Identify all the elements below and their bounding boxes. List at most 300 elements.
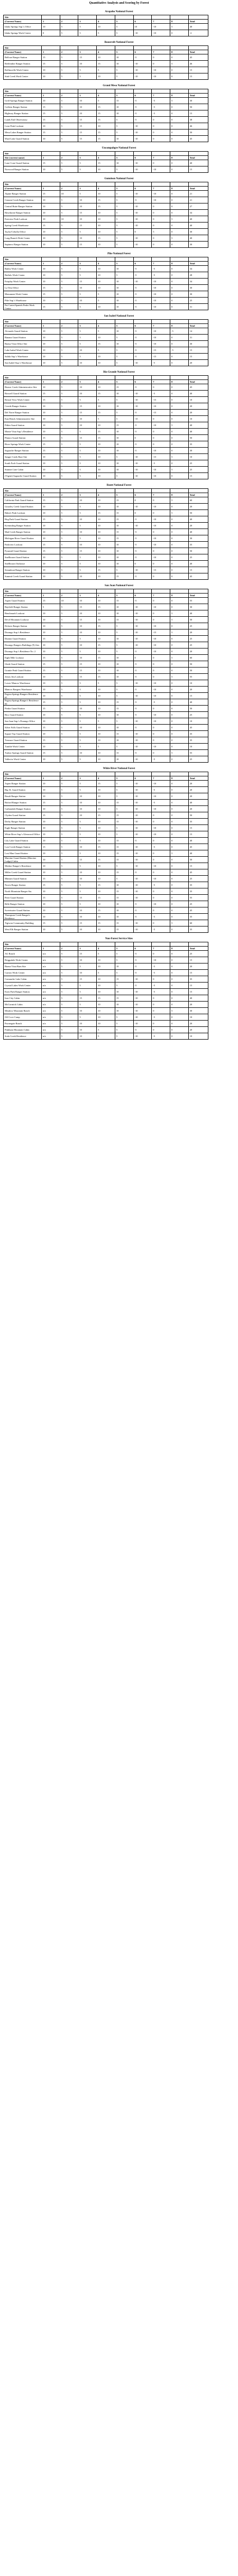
score-cell: 10 (115, 523, 133, 529)
score-cell: 10 (97, 963, 115, 970)
score-cell: 0 (152, 573, 170, 580)
table-row (4, 812, 208, 819)
total-cell: 10 (188, 416, 208, 422)
score-cell: 10 (97, 1008, 115, 1014)
score-cell: 10 (41, 781, 60, 787)
score-cell: 15 (78, 136, 97, 142)
empty-header-cell (97, 489, 115, 493)
score-cell: 5 (170, 750, 188, 756)
criterion-header: 2 (60, 493, 78, 497)
current-name-header: (Current Name) (4, 94, 42, 98)
total-cell: 20 (188, 1027, 208, 1033)
criterion-header: 5 (115, 776, 133, 781)
total-cell: 15 (188, 347, 208, 354)
score-cell: 10 (41, 819, 60, 825)
score-cell: 5 (115, 718, 133, 725)
score-cell: 15 (41, 223, 60, 229)
score-cell: 10 (41, 674, 60, 680)
score-cell: 0 (170, 554, 188, 561)
score-cell: 5 (115, 1021, 133, 1027)
total-cell: 14 (188, 328, 208, 335)
score-cell: 5 (60, 391, 78, 397)
table-row (4, 272, 208, 279)
score-cell: n/a (41, 1014, 60, 1021)
score-cell: 0 (170, 460, 188, 467)
table-row (4, 926, 208, 933)
score-cell: 15 (115, 706, 133, 712)
table-row (4, 951, 208, 957)
score-cell: -5 (133, 957, 152, 963)
table-row (4, 24, 208, 30)
score-cell: 10 (97, 216, 115, 223)
table-row (4, 291, 208, 298)
score-cell: 5 (60, 298, 78, 304)
score-cell: 15 (115, 497, 133, 504)
total-cell: 40 (188, 223, 208, 229)
score-cell: 5 (97, 67, 115, 73)
forest-sections (0, 9, 238, 1040)
score-cell: 10 (97, 806, 115, 812)
score-cell: 10 (97, 725, 115, 731)
score-cell: 15 (78, 668, 97, 674)
total-cell: 40 (188, 429, 208, 435)
total-cell: 15 (188, 693, 208, 699)
total-cell: 45 (188, 384, 208, 391)
score-cell: 15 (41, 800, 60, 806)
criterion-header: 7 (152, 187, 170, 191)
score-cell: 5 (115, 567, 133, 573)
score-cell: 5 (78, 30, 97, 36)
score-cell: 15 (115, 617, 133, 623)
score-cell: 0 (170, 970, 188, 976)
score-cell: 5 (60, 1027, 78, 1033)
total-cell: 40 (188, 529, 208, 535)
score-cell: 10 (41, 460, 60, 467)
score-cell: -10 (133, 1008, 152, 1014)
score-cell: -5 (133, 661, 152, 668)
empty-header-cell (97, 152, 115, 156)
score-cell: 15 (41, 54, 60, 61)
table-row (4, 642, 208, 648)
table-row (4, 623, 208, 629)
score-cell: 15 (115, 838, 133, 844)
score-cell: 5 (78, 523, 97, 529)
score-cell: 5 (78, 535, 97, 542)
total-cell: 55 (188, 750, 208, 756)
score-cell: 10 (41, 347, 60, 354)
site-header-row (4, 152, 208, 156)
criterion-header: 6 (133, 493, 152, 497)
score-cell: 0 (133, 510, 152, 516)
score-cell: 10 (41, 279, 60, 285)
score-cell: 15 (115, 850, 133, 857)
score-cell: 15 (78, 604, 97, 610)
score-cell: 5 (170, 98, 188, 104)
score-cell: 5 (78, 863, 97, 869)
table-row (4, 869, 208, 876)
score-cell: 10 (97, 523, 115, 529)
empty-header-cell (170, 376, 188, 380)
score-cell: 0 (170, 806, 188, 812)
site-name-cell: Lost Man Guard Station (4, 850, 42, 857)
score-cell: 15 (78, 54, 97, 61)
score-cell: 5 (60, 661, 78, 668)
score-cell: -5 (170, 328, 188, 335)
score-cell: -10 (152, 863, 170, 869)
score-cell: 0 (170, 680, 188, 687)
score-cell: 0 (152, 888, 170, 895)
score-cell: 5 (60, 160, 78, 166)
site-name-cell: Saguache Ranger Station (4, 448, 42, 454)
score-cell: 0 (152, 441, 170, 448)
table-row (4, 1033, 208, 1040)
criterion-header: 7 (152, 94, 170, 98)
empty-header-cell (78, 376, 97, 380)
table-row (4, 354, 208, 360)
scoring-table (3, 488, 208, 580)
score-cell: 10 (97, 636, 115, 642)
score-cell: 10 (78, 298, 97, 304)
score-cell: 5 (78, 963, 97, 970)
table-row (4, 403, 208, 410)
score-cell: 10 (115, 610, 133, 617)
table-row (4, 266, 208, 272)
score-cell: 15 (115, 995, 133, 1002)
score-cell: 5 (60, 970, 78, 976)
site-name-cell: Summit Creek Guard Station (4, 573, 42, 580)
score-cell: -10 (133, 523, 152, 529)
score-cell: 15 (41, 441, 60, 448)
score-cell: 5 (60, 819, 78, 825)
table-row (4, 554, 208, 561)
total-cell: 40 (188, 800, 208, 806)
criterion-header: 3 (78, 156, 97, 160)
score-cell: -5 (133, 448, 152, 454)
empty-header-cell (60, 772, 78, 776)
total-cell: 25 (188, 712, 208, 718)
score-cell: 15 (97, 341, 115, 347)
score-cell: 15 (41, 598, 60, 604)
score-cell: 10 (41, 360, 60, 366)
table-row (4, 598, 208, 604)
empty-header-cell (152, 376, 170, 380)
score-cell: 0 (152, 976, 170, 983)
score-cell: 5 (78, 473, 97, 479)
score-cell: 10 (41, 926, 60, 933)
table-row (4, 561, 208, 567)
score-cell: 15 (41, 812, 60, 819)
table-row (4, 989, 208, 995)
score-cell: -10 (152, 467, 170, 473)
table-row (4, 123, 208, 129)
score-cell: 5 (78, 831, 97, 838)
empty-header-cell (60, 182, 78, 187)
score-cell: 10 (41, 123, 60, 129)
score-cell: 5 (60, 617, 78, 623)
site-name-cell: Monument Work Center (4, 291, 42, 298)
score-cell: 5 (115, 129, 133, 136)
total-header: Total (188, 187, 208, 191)
score-cell: -10 (133, 210, 152, 216)
score-cell: 10 (41, 341, 60, 347)
score-cell: 10 (41, 24, 60, 30)
score-cell: 5 (60, 623, 78, 629)
site-name-cell: Briggsdale Work Center (4, 957, 42, 963)
score-cell: -10 (133, 216, 152, 223)
score-cell: 5 (78, 24, 97, 30)
criterion-header: 1 (41, 380, 60, 384)
score-cell: 15 (115, 888, 133, 895)
score-cell: 5 (115, 223, 133, 229)
empty-header-cell (115, 489, 133, 493)
score-cell: 15 (115, 976, 133, 983)
score-cell: 15 (97, 895, 115, 901)
score-cell: 10 (97, 54, 115, 61)
score-cell: 10 (115, 712, 133, 718)
score-cell: 10 (115, 661, 133, 668)
table-row (4, 648, 208, 655)
site-header-row (4, 257, 208, 262)
score-cell: 0 (170, 473, 188, 479)
score-cell: 0 (170, 989, 188, 995)
score-cell: 0 (170, 561, 188, 567)
score-cell: 5 (170, 920, 188, 926)
table-row (4, 800, 208, 806)
score-cell: -10 (133, 235, 152, 242)
score-cell: -10 (133, 844, 152, 850)
empty-header-cell (41, 772, 60, 776)
score-cell: -5 (152, 272, 170, 279)
total-cell: 15 (188, 970, 208, 976)
score-cell: 10 (78, 1021, 97, 1027)
score-cell: n/a (41, 995, 60, 1002)
score-cell: -10 (133, 242, 152, 248)
score-cell: 0 (152, 661, 170, 668)
score-cell: -10 (133, 825, 152, 831)
score-cell: -5 (133, 117, 152, 123)
score-cell: 10 (97, 756, 115, 763)
score-cell: 5 (60, 680, 78, 687)
table-row (4, 970, 208, 976)
site-name-cell: Minturn Guard Station (4, 876, 42, 882)
empty-header-cell (188, 589, 208, 594)
total-cell: 15 (188, 67, 208, 73)
total-cell: 15 (188, 831, 208, 838)
score-cell: -5 (133, 1027, 152, 1033)
table-row (4, 793, 208, 800)
score-cell: 0 (152, 674, 170, 680)
score-cell: -10 (133, 467, 152, 473)
score-cell: -10 (133, 67, 152, 73)
score-cell: -15 (152, 410, 170, 416)
table-row (4, 216, 208, 223)
site-name-cell: Fairview Peak Lookout (4, 216, 42, 223)
table-row (4, 573, 208, 580)
score-cell: 0 (170, 598, 188, 604)
score-cell: 10 (41, 907, 60, 914)
score-cell: 10 (78, 416, 97, 422)
table-row (4, 895, 208, 901)
site-name-cell: Platoro Guard Station (4, 435, 42, 441)
total-cell: 20 (188, 648, 208, 655)
score-cell: 0 (170, 341, 188, 347)
score-cell: 0 (170, 403, 188, 410)
score-cell: -5 (133, 298, 152, 304)
score-cell: -10 (133, 693, 152, 699)
empty-header-cell (97, 942, 115, 947)
site-name-cell: Derby Ranger Station (4, 819, 42, 825)
score-cell: -5 (152, 756, 170, 763)
score-cell: 15 (78, 129, 97, 136)
score-cell: 5 (97, 30, 115, 36)
table-row (4, 61, 208, 67)
total-cell: 40 (188, 216, 208, 223)
total-cell: 46 (188, 61, 208, 67)
score-cell: 15 (41, 61, 60, 67)
score-cell: 10 (41, 535, 60, 542)
score-cell: 5 (60, 668, 78, 674)
total-cell: 20 (188, 403, 208, 410)
empty-header-cell (115, 15, 133, 20)
total-cell: 21 (188, 191, 208, 197)
total-cell: 50 (188, 104, 208, 110)
table-row (4, 706, 208, 712)
site-header-row (4, 320, 208, 324)
score-cell: -5 (133, 516, 152, 523)
score-cell: 0 (170, 914, 188, 920)
score-cell: 5 (115, 235, 133, 242)
score-cell: -15 (133, 416, 152, 422)
score-cell: 0 (152, 668, 170, 674)
score-cell: 0 (170, 229, 188, 235)
score-cell: 15 (41, 655, 60, 661)
score-cell: 0 (152, 548, 170, 554)
score-cell: 10 (41, 731, 60, 737)
score-cell: 10 (115, 604, 133, 610)
score-cell: -10 (133, 397, 152, 403)
score-cell: -10 (152, 422, 170, 429)
criterion-header: 3 (78, 324, 97, 328)
score-cell: 10 (41, 693, 60, 699)
site-name-cell: Highway Ranger Station (4, 110, 42, 117)
score-cell: 0 (152, 725, 170, 731)
table-row (4, 838, 208, 844)
empty-header-cell (152, 489, 170, 493)
score-cell: -5 (133, 285, 152, 291)
empty-header-cell (133, 15, 152, 20)
score-cell: 10 (78, 970, 97, 976)
column-header-row (4, 324, 208, 328)
score-cell: 5 (97, 744, 115, 750)
criterion-header: 1 (41, 324, 60, 328)
score-cell: 5 (60, 197, 78, 203)
table-row (4, 422, 208, 429)
total-cell: 45 (188, 136, 208, 142)
score-cell: 10 (97, 516, 115, 523)
score-cell: 15 (41, 448, 60, 454)
score-cell: -5 (152, 882, 170, 888)
site-name-cell: Ward Lake Guard Station (4, 136, 42, 142)
score-cell: 5 (60, 787, 78, 793)
score-cell: 10 (115, 435, 133, 441)
score-cell: 5 (60, 403, 78, 410)
score-cell: 5 (115, 1014, 133, 1021)
score-cell: -10 (133, 876, 152, 882)
empty-header-cell (188, 89, 208, 94)
total-cell: 25 (188, 876, 208, 882)
score-cell: 10 (115, 467, 133, 473)
score-cell: 15 (97, 129, 115, 136)
score-cell: 10 (97, 422, 115, 429)
score-cell: 5 (115, 397, 133, 403)
score-cell: -10 (133, 642, 152, 648)
score-cell: 10 (97, 825, 115, 831)
empty-header-cell (115, 589, 133, 594)
score-cell: -5 (133, 750, 152, 756)
score-cell: -5 (133, 347, 152, 354)
empty-header-cell (188, 320, 208, 324)
criterion-header: 3 (78, 594, 97, 598)
score-cell: -5 (133, 441, 152, 448)
score-cell: 5 (60, 335, 78, 341)
score-cell: 0 (170, 67, 188, 73)
total-cell: 50 (188, 129, 208, 136)
empty-header-cell (133, 376, 152, 380)
empty-header-cell (115, 376, 133, 380)
score-cell: 15 (97, 781, 115, 787)
score-cell: -5 (133, 54, 152, 61)
total-cell: 25 (188, 554, 208, 561)
score-cell: 15 (41, 548, 60, 554)
score-cell: 15 (41, 844, 60, 850)
empty-header-cell (41, 942, 60, 947)
score-cell: -15 (152, 567, 170, 573)
score-cell: 5 (60, 203, 78, 210)
score-cell: 0 (152, 1002, 170, 1008)
total-cell: 40 (188, 995, 208, 1002)
criterion-header: 2 (60, 94, 78, 98)
empty-header-cell (152, 182, 170, 187)
score-cell: 5 (60, 24, 78, 30)
total-cell: 25 (188, 756, 208, 763)
score-cell: 5 (60, 1033, 78, 1040)
score-cell: 10 (97, 73, 115, 80)
empty-header-cell (188, 257, 208, 262)
site-header-row (4, 942, 208, 947)
total-cell: 10 (188, 680, 208, 687)
score-cell: 0 (152, 416, 170, 422)
empty-header-cell (41, 152, 60, 156)
score-cell: 5 (115, 876, 133, 882)
table-row (4, 781, 208, 787)
total-cell: 50 (188, 812, 208, 819)
empty-header-cell (78, 182, 97, 187)
table-row (4, 907, 208, 914)
total-cell: 40 (188, 422, 208, 429)
score-cell: 10 (41, 680, 60, 687)
score-cell: 0 (170, 882, 188, 888)
criterion-header: 5 (115, 380, 133, 384)
column-header-row (4, 50, 208, 54)
criterion-header: 6 (133, 324, 152, 328)
score-cell: 15 (115, 422, 133, 429)
score-cell: 10 (41, 354, 60, 360)
score-cell: 10 (41, 266, 60, 272)
site-name-cell: Bristol View Work Center (4, 397, 42, 403)
score-cell: 5 (60, 272, 78, 279)
scoring-table (3, 182, 208, 248)
score-cell: 10 (115, 429, 133, 435)
